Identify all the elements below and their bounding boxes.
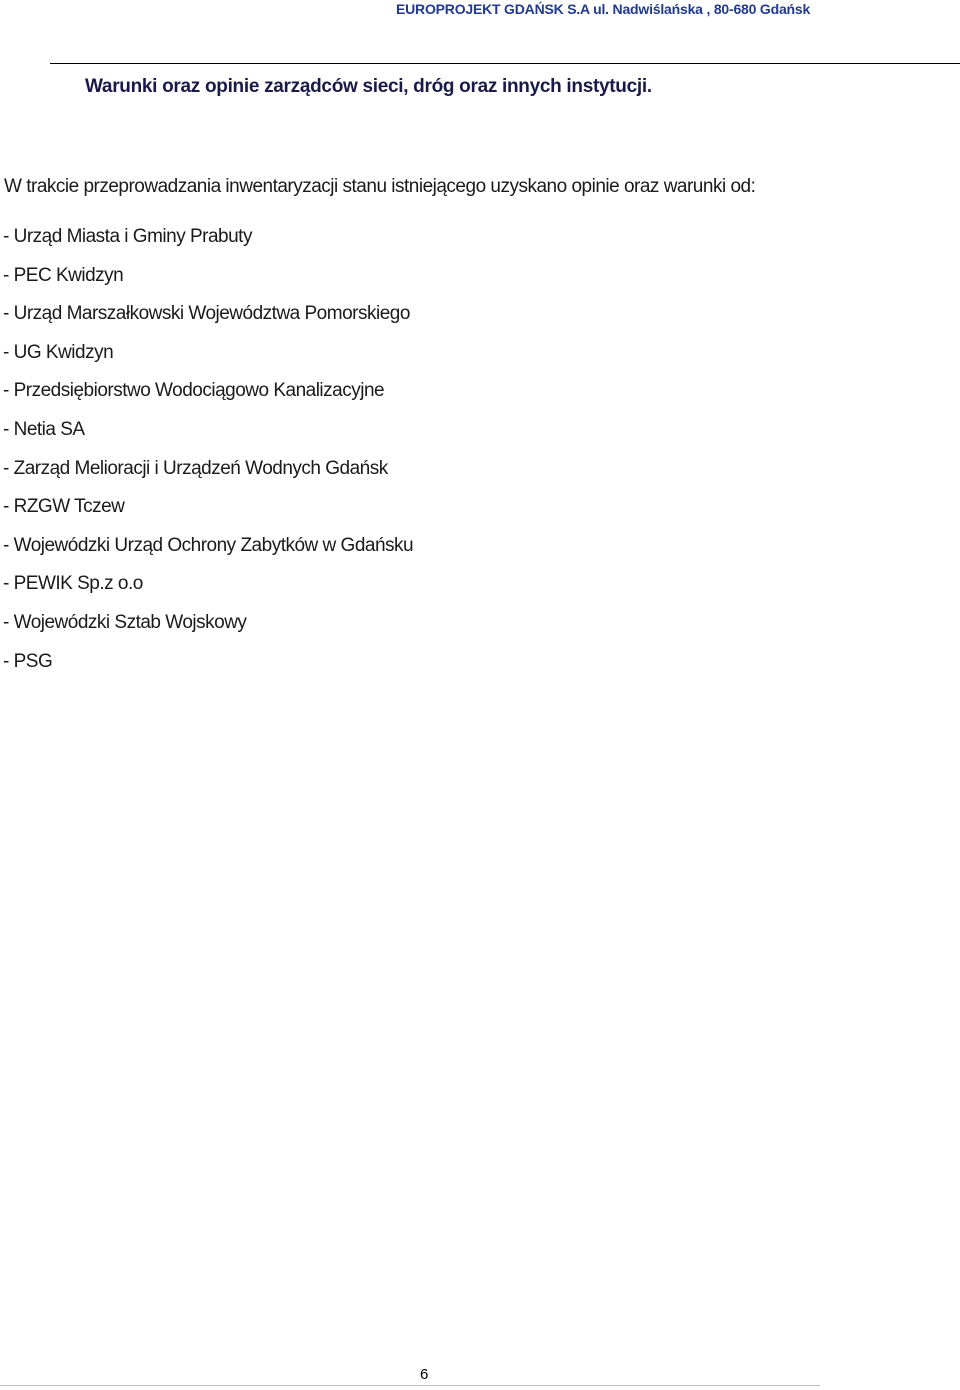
intro-paragraph: W trakcie przeprowadzania inwentaryzacji stanu istniejącego uzyskano opinie oraz warunki od: [4,176,756,197]
list-item: - PEC Kwidzyn [3,264,124,286]
list-item: - RZGW Tczew [3,496,125,518]
institutions-list [3,226,413,689]
list-item: - UG Kwidzyn [3,341,114,363]
list-item: - Przedsiębiorstwo Wodociągowo Kanalizacyjne [3,380,385,402]
list-item: - Wojewódzki Urząd Ochrony Zabytków w Gdańsku [3,534,414,556]
list-item: - Zarząd Melioracji i Urządzeń Wodnych Gdańsk [3,457,388,479]
list-item: - PSG [3,650,53,672]
header-company-address: EUROPROJEKT GDAŃSK S.A ul. Nadwiślańska , 80-680 Gdańsk [396,1,811,17]
list-item: - Wojewódzki Sztab Wojskowy [3,611,247,633]
list-item: - Netia SA [3,418,85,440]
header-divider [50,63,960,64]
list-item: - Urząd Miasta i Gminy Prabuty [3,226,252,247]
page-number: 6 [420,1366,429,1383]
list-item: - PEWIK Sp.z o.o [3,573,143,595]
footer-divider [0,1385,820,1386]
section-title: Warunki oraz opinie zarządców sieci, dróg oraz innych instytucji. [85,76,652,97]
list-item: - Urząd Marszałkowski Województwa Pomorskiego [3,303,410,325]
